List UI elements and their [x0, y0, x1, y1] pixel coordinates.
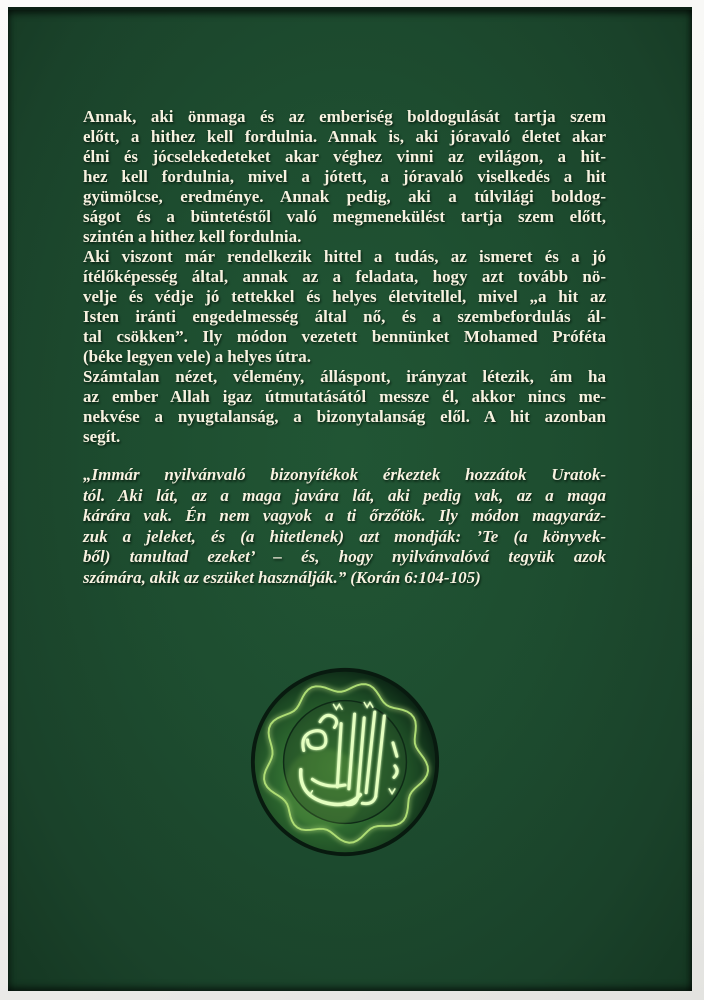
text-line: az ember Allah igaz útmutatásától messze él, akkor nincs me- [83, 387, 606, 406]
arabic-calligraphy-seal-icon [249, 666, 441, 858]
text-line: szintén a hithez kell fordulnia. [83, 227, 302, 246]
text-line: gyümölcse, eredménye. Annak pedig, aki a túlvilági boldog- [83, 187, 606, 206]
body-text [83, 107, 606, 447]
text-line: előtt, a hithez kell fordulnia. Annak is, aki jóravaló életet akar [83, 127, 606, 146]
text-line: Aki viszont már rendelkezik hittel a tudás, az ismeret és a jó [83, 247, 606, 266]
text-line: Annak, aki önmaga és az emberiség boldogulását tartja szem [83, 107, 606, 126]
text-line: élni és jócselekedeteket akar véghez vinni az evilágon, a hit- [83, 147, 606, 166]
text-line: Isten iránti engedelmesség által nő, és a szembefordulás ál- [83, 307, 606, 326]
text-line: ságot és a büntetéstől való megmenekülést tartja szem előtt, [83, 207, 606, 226]
text-line: Számtalan nézet, vélemény, álláspont, irányzat létezik, ám ha [83, 367, 606, 386]
text-line: zuk a jeleket, és (a hitetlenek) azt mondják: ’Te (a könyvek- [83, 526, 606, 546]
text-line: kárára vak. Én nem vagyok a ti őrzőtök. Ily módon magyaráz- [83, 506, 606, 525]
text-line: tól. Aki lát, az a maga javára lát, aki pedig vak, az a maga [83, 485, 606, 505]
text-line: ítélőképesség által, annak az a feladata, hogy azt tovább nö- [83, 267, 606, 286]
cover-background [8, 7, 692, 991]
text-line: segít. [83, 427, 121, 446]
text-line: velje és védje jó tettekkel és helyes életvitellel, mivel „a hit az [83, 287, 606, 306]
text-line: tal csökken”. Ily módon vezetett bennünket Mohamed Próféta [83, 327, 606, 346]
text-line: számára, akik az eszüket használják.” (Korán 6:104-105) [83, 567, 481, 587]
text-line: hez kell fordulnia, mivel a jótett, a jóravaló viselkedés a hit [83, 167, 606, 186]
text-line: ből) tanultad ezeket’ – és, hogy nyilvánvalóvá tegyük azok [83, 547, 606, 566]
text-line: nekvése a nyugtalanság, a bizonytalanság elől. A hit azonban [83, 407, 606, 426]
quran-quote [83, 465, 606, 588]
text-line: (béke legyen vele) a helyes útra. [83, 347, 311, 366]
text-line: „Immár nyilvánvaló bizonyítékok érkeztek hozzátok Uratok- [83, 465, 606, 484]
